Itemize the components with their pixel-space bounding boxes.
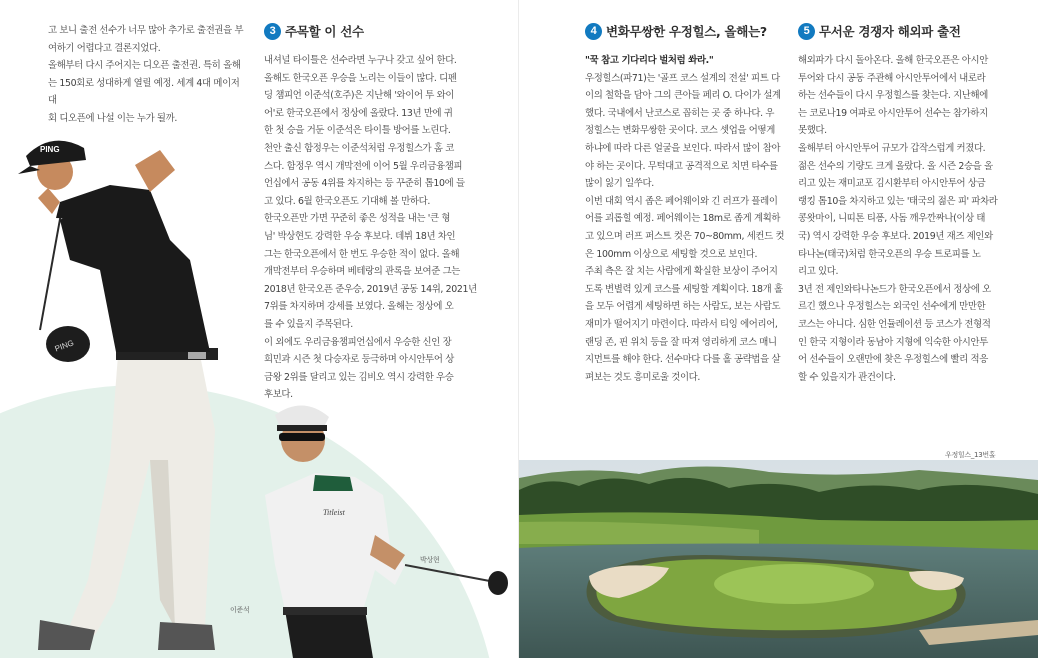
- text-line: 를 수 있을지 주목된다.: [264, 318, 353, 330]
- text-line: 그는 한국오픈에서 한 번도 우승한 적이 없다. 올해: [264, 248, 460, 260]
- paragraph: [798, 52, 1024, 140]
- text-line: 개막전부터 우승하며 베테랑의 관록을 보여준 그는: [264, 266, 460, 278]
- caption-player2: 박상현: [420, 556, 440, 564]
- text-line: 을 모두 어렵게 세팅하면 하는 사람도, 보는 사람도: [585, 301, 781, 313]
- text-line: 7위를 차지하며 강세를 보였다. 올해는 정상에 오: [264, 301, 454, 313]
- text-line: 지먼트를 해야 한다. 선수마다 다를 홀 공략법을 살: [585, 354, 781, 366]
- paragraph: [264, 210, 496, 333]
- text-line: 올해부터 다시 주어지는 디오픈 출전권. 특히 올해: [48, 60, 241, 72]
- text-line: 우정힐스(파71)는 '골프 코스 설계의 전설' 피트 다: [585, 72, 780, 84]
- photo-caption-course: 우정힐스_13번홀: [945, 451, 996, 459]
- paragraph: [264, 334, 496, 404]
- section-4-number: 4: [585, 23, 602, 40]
- section-5-body: [798, 52, 1024, 386]
- text-line: 정힐스는 변화무쌍한 곳이다. 코스 셋업을 어떻게: [585, 125, 775, 137]
- player-photo-park-sanghyun: [255, 395, 510, 658]
- text-line: 님' 박상현도 강력한 우승 후보다. 데뷔 18년 차인: [264, 230, 456, 242]
- text-line: 국) 역시 강력한 우승 후보다. 2019년 재즈 제인와: [798, 230, 993, 242]
- shirt-logo: Titleist: [323, 508, 345, 517]
- text-line: 랜딩 존, 핀 위치 등을 잘 따져 영리하게 코스 매니: [585, 336, 777, 348]
- right-page: [519, 0, 1038, 658]
- text-line: 르긴 했으나 우정힐스는 외국인 선수에게 만만한: [798, 301, 986, 313]
- paragraph: [798, 140, 1024, 281]
- text-line: 이 외에도 우리금융챔피언십에서 우승한 신인 장: [264, 336, 452, 348]
- text-line: 한 첫 승을 거둔 이준석은 타이틀 방어를 노린다.: [264, 125, 451, 137]
- text-line: 내셔널 타이틀은 선수라면 누구나 갖고 싶어 한다.: [264, 55, 457, 66]
- text-line: 고 있으며 러프 퍼스트 컷은 70~80mm, 세컨드 컷: [585, 230, 785, 242]
- text-line: 하냐에 따라 다른 얼굴을 보인다. 따라서 많이 참아: [585, 142, 781, 154]
- text-line: 언십에서 공동 4위를 차지하는 등 꾸준히 톱10에 들: [264, 178, 465, 190]
- text-line: 랭킹 톱10을 차지하고 있는 '태국의 젊은 피' 파차라: [798, 195, 998, 207]
- text-line: 했다. 국내에서 난코스로 꼽히는 곳 중 하나다. 우: [585, 107, 775, 119]
- text-line: 천안 출신 함정우는 이준석처럼 우정힐스가 홈 코: [264, 142, 454, 154]
- section-4-title: [585, 22, 767, 40]
- text-line: 여하기 어렵다고 결론지었다.: [48, 42, 161, 54]
- text-line: 고 보니 출전 선수가 너무 많아 추가로 출전권을 부: [48, 25, 244, 36]
- text-line: 올해도 한국오픈 우승을 노리는 이들이 많다. 디펜: [264, 72, 457, 84]
- text-line: 고 있다. 6월 한국오픈도 기대해 볼 만하다.: [264, 195, 430, 207]
- player-photo-lee-junseok: [0, 130, 260, 658]
- text-line: 주최 측은 잘 치는 사람에게 확실한 보상이 주어지: [585, 266, 778, 278]
- text-line: 펴보는 것도 흥미로울 것이다.: [585, 371, 700, 383]
- paragraph: [264, 140, 496, 210]
- text-line: 타나논(태국)처럼 한국오픈의 우승 트로피를 노: [798, 248, 981, 260]
- section-5-heading: 무서운 경쟁자 해외파 출전: [819, 24, 961, 39]
- text-line: 이의 철학을 담아 그의 큰아들 페리 O. 다이가 설계: [585, 90, 781, 102]
- text-line: 리고 있다.: [798, 266, 839, 278]
- section-3-heading: 주목할 이 선수: [285, 24, 364, 39]
- text-line: 어'로 한국오픈에서 정상에 올랐다. 13년 만에 귀: [264, 107, 453, 119]
- intro-text: [48, 22, 248, 128]
- text-line: 올해부터 아시안투어 규모가 갑작스럽게 커졌다.: [798, 142, 986, 154]
- text-line: 도록 변별력 있게 코스를 세팅할 계획이다. 18개 홀: [585, 283, 783, 295]
- text-line: 코스는 아니다. 심한 언듈레이션 등 코스가 전형적: [798, 318, 991, 330]
- text-line: 금왕 2위를 달리고 있는 김비오 역시 강력한 우승: [264, 371, 454, 383]
- text-line: 희민과 시즌 첫 다승자로 등극하며 아시안투어 상: [264, 354, 454, 366]
- text-line: 할 수 있을지가 관건이다.: [798, 371, 896, 383]
- paragraph: [585, 70, 821, 193]
- section-4-heading: 변화무쌍한 우정힐스, 올해는?: [606, 24, 767, 39]
- course-photo-13th-hole: [519, 460, 1038, 658]
- text-line: 투어와 다시 공동 주관해 아시안투어에서 내로라: [798, 72, 986, 84]
- text-line: 어를 괴롭힐 예정. 페어웨이는 18m로 좁게 계획하: [585, 213, 781, 225]
- text-line: 2018년 한국오픈 준우승, 2019년 공동 14위, 2021년: [264, 283, 477, 295]
- paragraph: [585, 193, 821, 263]
- section-4-quote: "꾹 참고 기다리다 벌처럼 쏴라.": [585, 55, 714, 66]
- paragraph: [798, 281, 1024, 387]
- text-line: 은 100mm 이상으로 세팅할 것으로 보인다.: [585, 248, 758, 260]
- text-line: 한국오픈만 가면 꾸준히 좋은 성적을 내는 '큰 형: [264, 213, 451, 225]
- section-5-number: 5: [798, 23, 815, 40]
- paragraph: [585, 263, 821, 386]
- text-line: 는 코로나19 여파로 아시안투어 선수는 참가하지: [798, 107, 988, 119]
- text-line: 인 한국 지형이라 동남아 지형에 익숙한 아시안투: [798, 336, 988, 348]
- section-4-body: [585, 52, 821, 386]
- text-line: 이번 대회 역시 좁은 페어웨이와 긴 러프가 플레이: [585, 195, 778, 207]
- cap-logo: PING: [40, 145, 60, 154]
- text-line: 하는 선수들이 다시 우정힐스를 찾는다. 지난해에: [798, 90, 988, 102]
- svg-text:PING: PING: [53, 338, 76, 354]
- text-line: 회 디오픈에 나설 이는 누가 될까.: [48, 112, 177, 124]
- text-line: 많이 잃기 일쑤다.: [585, 178, 654, 190]
- text-line: 스다. 함정우 역시 개막전에 이어 5월 우리금융챔피: [264, 160, 463, 172]
- paragraph: [264, 52, 496, 140]
- text-line: 후보다.: [264, 389, 293, 401]
- text-line: 3년 전 제인와타나논드가 한국오픈에서 정상에 오: [798, 283, 991, 295]
- text-line: 콩왓마이, 니띠톤 티퐁, 사돔 깨우깐짜나(이상 태: [798, 213, 986, 225]
- text-line: 야 하는 곳이다. 무턱대고 공격적으로 치면 타수를: [585, 160, 778, 172]
- text-line: 재미가 떨어지기 마련이다. 따라서 티잉 에어리어,: [585, 318, 778, 330]
- caption-player1: 이준석: [230, 606, 250, 614]
- section-4-paragraphs: [585, 70, 821, 387]
- text-line: 못했다.: [798, 125, 827, 137]
- section-3-body: [264, 52, 496, 404]
- text-line: 딩 챔피언 이준석(호주)은 지난해 '와이어 투 와이: [264, 90, 455, 102]
- section-3-title: [264, 22, 364, 40]
- text-line: 어 선수들이 오랜만에 찾은 우정힐스에 빨리 적응: [798, 354, 988, 366]
- text-line: 리고 있는 재미교포 김시환부터 아시안투어 상금: [798, 178, 986, 190]
- section-5-title: [798, 22, 961, 40]
- text-line: 젊은 선수의 기량도 크게 올랐다. 올 시즌 2승을 올: [798, 160, 993, 172]
- text-line: 는 150회로 성대하게 열릴 예정. 세계 4대 메이저 대: [48, 77, 240, 107]
- text-line: 해외파가 다시 돌아온다. 올해 한국오픈은 아시안: [798, 55, 988, 66]
- section-3-number: 3: [264, 23, 281, 40]
